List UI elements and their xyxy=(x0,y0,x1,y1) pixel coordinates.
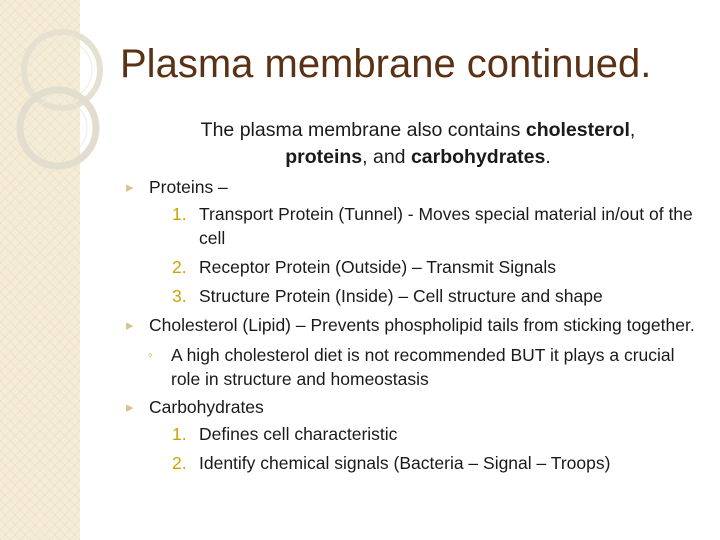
bullet-icon: ▸ xyxy=(126,317,134,334)
carbohydrates-list xyxy=(128,422,708,475)
list-item-text: Identify chemical signals (Bacteria – Signal – Troops) xyxy=(199,453,611,473)
subtitle-pre: The plasma membrane also contains xyxy=(200,119,526,141)
cholesterol-sub-text: A high cholesterol diet is not recommended BUT it plays a crucial role in structure and homeostasis xyxy=(171,345,675,389)
slide-title: Plasma membrane continued. xyxy=(120,42,652,86)
list-item xyxy=(128,451,708,475)
subtitle-end: . xyxy=(545,146,551,168)
cholesterol-heading: Cholesterol (Lipid) – Prevents phospholipid tails from sticking together. xyxy=(149,315,695,335)
carbohydrates-heading: Carbohydrates xyxy=(149,397,264,417)
bullet-cholesterol xyxy=(128,313,708,338)
bullet-icon: ▸ xyxy=(126,399,134,416)
list-item-text: Receptor Protein (Outside) – Transmit Signals xyxy=(199,257,556,277)
decorative-circles xyxy=(0,0,120,260)
subtitle-sep1: , xyxy=(629,119,636,141)
subtitle-proteins: proteins xyxy=(285,146,363,168)
cholesterol-sub-item xyxy=(128,343,708,391)
list-number: 2. xyxy=(172,453,187,473)
bullet-proteins xyxy=(128,175,708,200)
subtitle-carbohydrates: carbohydrates xyxy=(410,146,546,168)
list-item xyxy=(128,202,708,250)
list-item-text: Structure Protein (Inside) – Cell structure and shape xyxy=(199,286,603,306)
list-item xyxy=(128,422,708,446)
list-item xyxy=(128,255,708,279)
sub-bullet-icon: ◦ xyxy=(148,347,153,362)
list-number: 3. xyxy=(172,286,187,306)
subtitle-cholesterol: cholesterol xyxy=(525,119,630,141)
list-item-text: Defines cell characteristic xyxy=(199,424,398,444)
subtitle-sep2: , and xyxy=(362,146,411,168)
list-number: 2. xyxy=(172,257,187,277)
list-item-text: Transport Protein (Tunnel) - Moves special material in/out of the cell xyxy=(199,204,693,248)
slide-body xyxy=(128,175,708,480)
list-number: 1. xyxy=(172,424,187,444)
proteins-list xyxy=(128,202,708,308)
bullet-icon: ▸ xyxy=(126,179,134,196)
list-item xyxy=(128,284,708,308)
proteins-heading: Proteins – xyxy=(149,177,228,197)
subtitle xyxy=(138,117,698,171)
list-number: 1. xyxy=(172,204,187,224)
bullet-carbohydrates xyxy=(128,395,708,420)
